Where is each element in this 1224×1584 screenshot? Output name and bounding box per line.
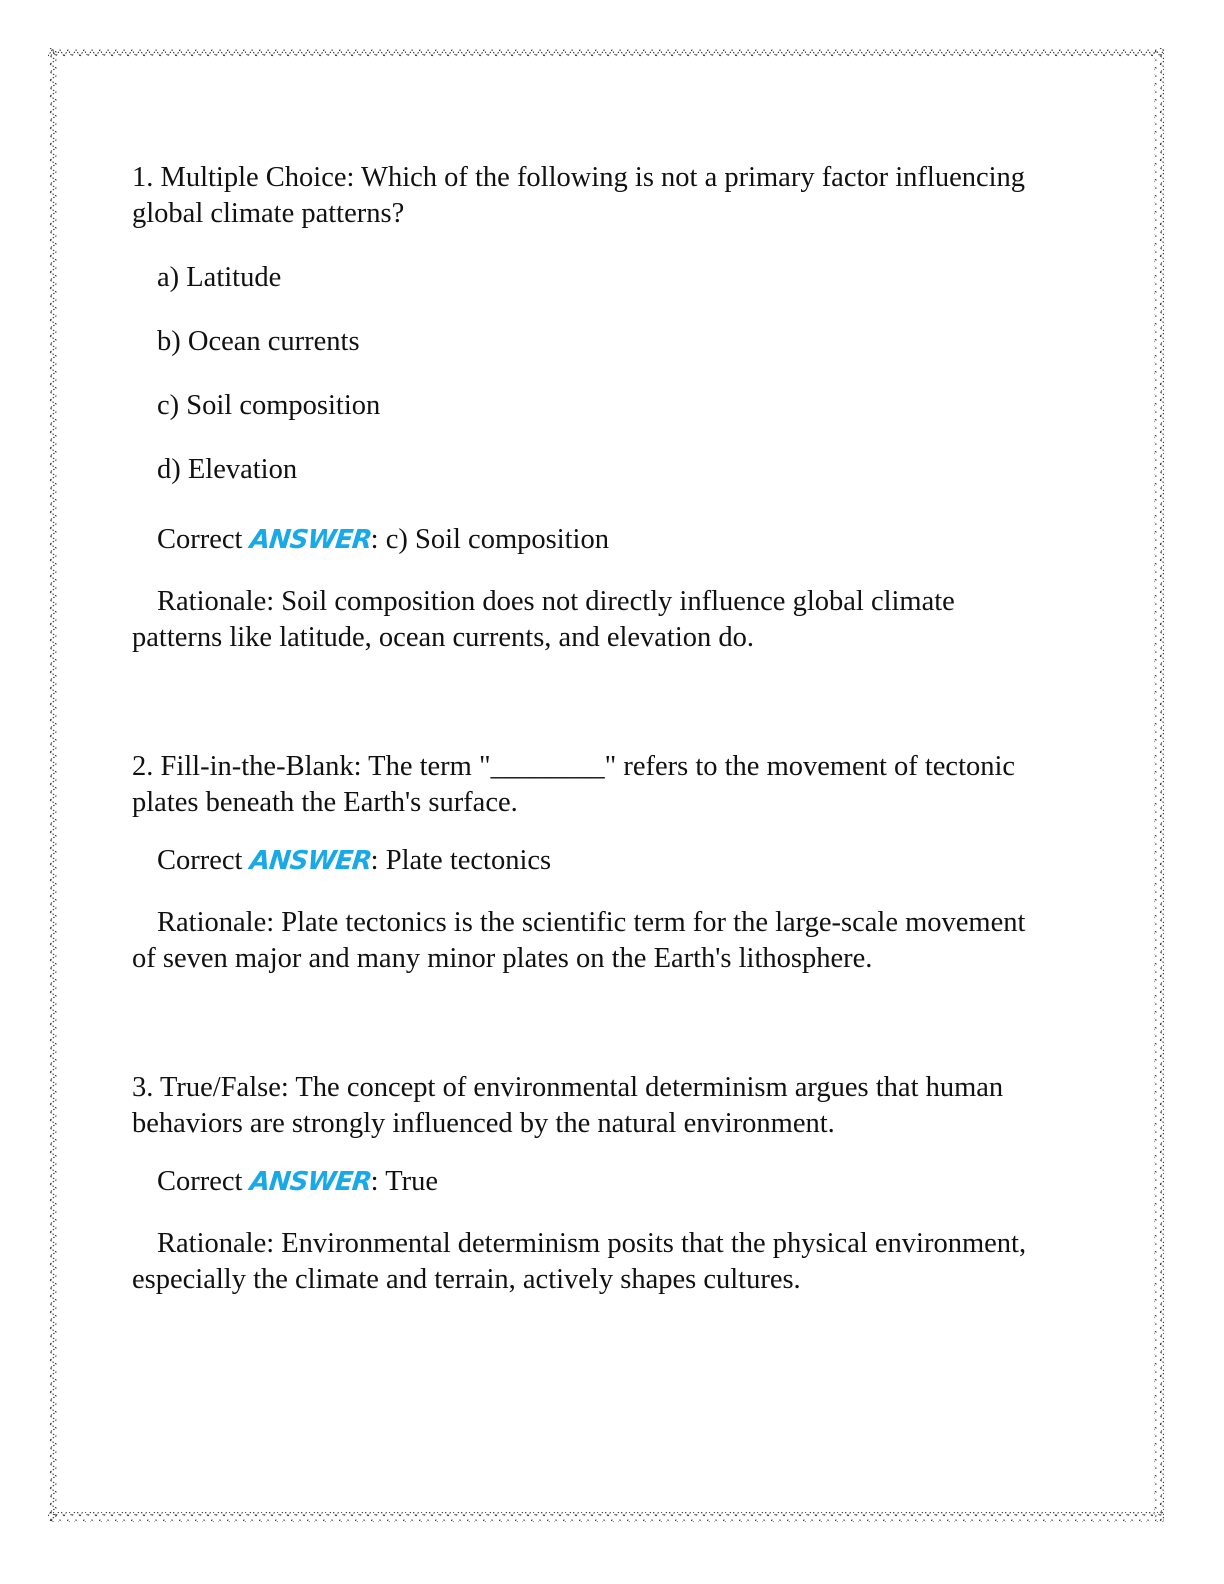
question-prompt: 2. Fill-in-the-Blank: The term "________" refers to the movement of tectonic plates beneath the Earth's surface. xyxy=(132,751,1016,818)
answer-prefix: Correct xyxy=(157,524,250,555)
option-d: d) Elevation xyxy=(157,454,298,485)
question-3 xyxy=(132,1070,1052,1298)
rationale: Rationale: Plate tectonics is the scientific term for the large-scale movement of seven major and many minor plates on the Earth's lithosphere. xyxy=(132,907,1026,974)
answer-prefix: Correct xyxy=(157,845,250,876)
option-b: b) Ocean currents xyxy=(157,326,360,357)
answer-text: : c) Soil composition xyxy=(370,524,609,555)
rationale: Rationale: Environmental determinism posits that the physical environment, especially the climate and terrain, actively shapes cultures. xyxy=(132,1228,1027,1295)
rationale: Rationale: Soil composition does not directly influence global climate patterns like latitude, ocean currents, and elevation do. xyxy=(132,586,955,653)
option-c: c) Soil composition xyxy=(157,390,381,421)
answer-keyword: ANSWER xyxy=(248,525,373,555)
correct-answer xyxy=(132,522,1052,558)
answer-prefix: Correct xyxy=(157,1166,250,1197)
answer-text: : True xyxy=(370,1166,438,1197)
correct-answer xyxy=(132,1164,1052,1200)
answer-keyword: ANSWER xyxy=(248,1167,373,1197)
question-prompt: 3. True/False: The concept of environmental determinism argues that human behaviors are strongly influenced by the natural environment. xyxy=(132,1072,1004,1139)
correct-answer xyxy=(132,843,1052,879)
option-a: a) Latitude xyxy=(157,262,282,293)
question-prompt: 1. Multiple Choice: Which of the following is not a primary factor influencing global climate patterns? xyxy=(132,162,1026,229)
quiz-content xyxy=(132,160,1052,1298)
question-1 xyxy=(132,160,1052,656)
answer-text: : Plate tectonics xyxy=(370,845,552,876)
question-2 xyxy=(132,749,1052,977)
answer-keyword: ANSWER xyxy=(248,846,373,876)
